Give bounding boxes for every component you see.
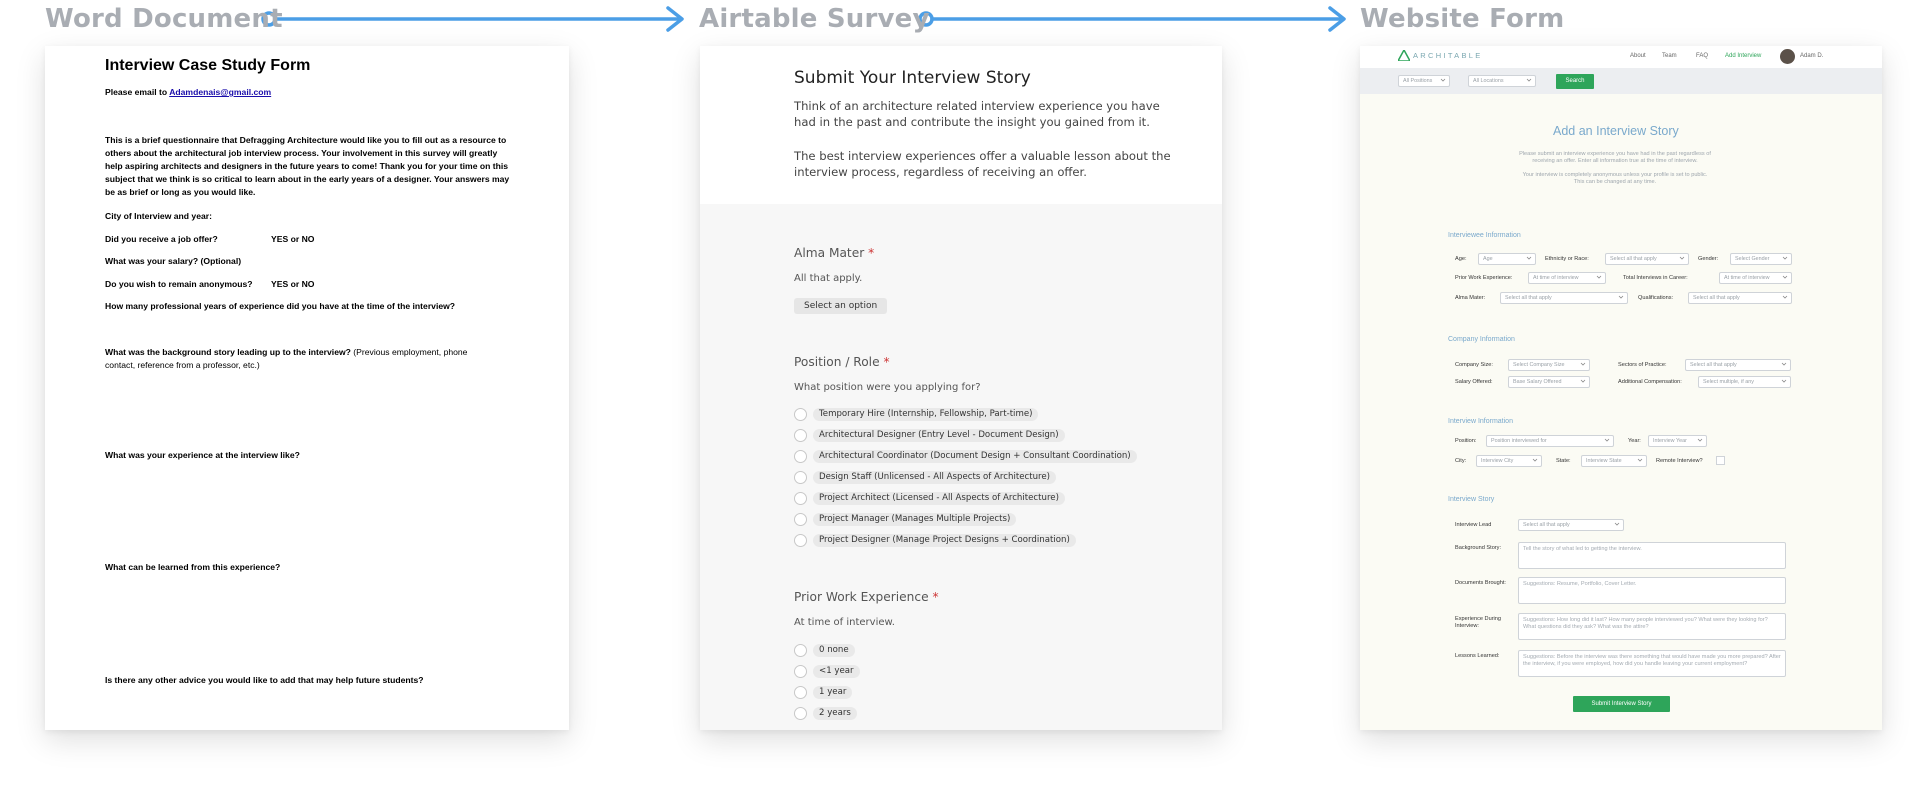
flow-arrows: [0, 0, 1926, 40]
chevron-down-icon: [1596, 274, 1602, 280]
flow-step-website: Website Form: [1360, 4, 1565, 34]
nav-faq[interactable]: FAQ: [1696, 53, 1709, 59]
page-title: Add an Interview Story: [1553, 124, 1679, 138]
ethnicity-label: Ethnicity or Race:: [1545, 256, 1589, 262]
word-q-background-note: (Previous employment, phone: [353, 347, 468, 357]
compensation-select[interactable]: [1698, 376, 1791, 388]
year-select[interactable]: [1648, 435, 1707, 447]
prior-work-option-label: 0 none: [813, 644, 855, 657]
chevron-down-icon: [1614, 521, 1620, 527]
survey-intro-line-3: The best interview experiences offer a valuable lesson about the: [794, 149, 1171, 163]
submit-note: [1460, 151, 1770, 165]
alma-mater-label-text: Alma Mater: [794, 246, 865, 260]
chevron-down-icon: [1532, 457, 1538, 463]
architable-logo-icon: [1398, 50, 1410, 61]
age-placeholder: Age: [1483, 256, 1493, 262]
position-label: [794, 355, 890, 369]
alma-mater-label: Alma Mater:: [1455, 295, 1486, 301]
gender-label: Gender:: [1698, 256, 1719, 262]
nav-add-interview[interactable]: Add Interview: [1725, 53, 1762, 59]
word-title: Interview Case Study Form: [105, 57, 311, 74]
word-q-years: How many professional years of experience did you have at the time of the interview?: [105, 301, 456, 311]
alma-mater-label: [794, 246, 874, 260]
company-size-placeholder: Select Company Size: [1513, 362, 1565, 368]
word-email-prefix: Please email to: [105, 87, 168, 97]
interview-lead-label: Interview Lead: [1455, 522, 1492, 528]
word-q-offer: Did you receive a job offer?: [105, 234, 218, 244]
position-label: Position:: [1455, 438, 1477, 444]
word-q-background: [105, 346, 467, 359]
submit-note-line-2: receiving an offer. Enter all information true at the time of interview.: [1532, 158, 1698, 164]
nav-team[interactable]: Team: [1662, 53, 1677, 59]
sectors-placeholder: Select all that apply: [1690, 362, 1737, 368]
word-email-line: [105, 86, 271, 99]
chevron-down-icon: [1580, 361, 1586, 367]
radio-button[interactable]: [794, 686, 807, 699]
alma-mater-placeholder: Select all that apply: [1505, 295, 1552, 301]
submit-note-line-1: Please submit an interview experience you have had in the past regardless of: [1519, 151, 1711, 157]
word-document-panel: [45, 46, 569, 730]
word-q-salary: What was your salary? (Optional): [105, 256, 242, 266]
prior-work-label: [794, 590, 939, 604]
radio-button[interactable]: [794, 707, 807, 720]
survey-intro-line-4: interview process, regardless of receiving an offer.: [794, 165, 1087, 179]
word-q-offer-options: YES or NO: [271, 234, 315, 244]
required-mark: *: [868, 246, 875, 260]
position-label-text: Position / Role: [794, 355, 880, 369]
prior-work-option-label: 1 year: [813, 686, 852, 699]
required-mark: *: [932, 590, 939, 604]
website-form-panel: [1360, 46, 1882, 730]
survey-intro-line-2: had in the past and contribute the insight you gained from it.: [794, 115, 1150, 129]
remote-checkbox[interactable]: [1716, 456, 1725, 465]
radio-button[interactable]: [794, 513, 807, 526]
compensation-placeholder: Select multiple, if any: [1703, 379, 1754, 385]
chevron-down-icon: [1697, 437, 1703, 443]
alma-mater-help: All that apply.: [794, 273, 863, 284]
experience-input[interactable]: Suggestions: How long did it last? How many people interviewed you? What were they looking for? What questions did they ask? What was the attire?: [1518, 613, 1786, 640]
background-story-input[interactable]: Tell the story of what led to getting the interview.: [1518, 542, 1786, 569]
word-q-advice: Is there any other advice you would like to add that may help future students?: [105, 675, 424, 685]
survey-intro-line-1: Think of an architecture related interview experience you have: [794, 99, 1160, 113]
documents-label: Documents Brought:: [1455, 580, 1506, 586]
remote-label: Remote Interview?: [1656, 458, 1703, 464]
radio-button[interactable]: [794, 492, 807, 505]
ethnicity-placeholder: Select all that apply: [1610, 256, 1657, 262]
city-placeholder: Interview City: [1481, 458, 1514, 464]
position-help: What position were you applying for?: [794, 382, 981, 393]
search-button[interactable]: Search: [1556, 74, 1594, 89]
salary-label: Salary Offered:: [1455, 379, 1493, 385]
architable-logo[interactable]: ARCHITABLE: [1413, 51, 1483, 60]
sectors-label: Sectors of Practice:: [1618, 362, 1667, 368]
lessons-input[interactable]: Suggestions: Before the interview was there something that would have made you more prepared? After the interview, if you were employed, how did you handle leaving your current employment?: [1518, 650, 1786, 677]
prior-work-option-label: 2 years: [813, 707, 857, 720]
qualifications-select[interactable]: [1688, 292, 1792, 304]
chevron-down-icon: [1580, 378, 1586, 384]
city-label: City:: [1455, 458, 1467, 464]
prior-experience-select[interactable]: [1528, 272, 1606, 284]
word-q-background-note-line2: [105, 359, 260, 372]
position-option-label: Design Staff (Unlicensed - All Aspects of Architecture): [813, 471, 1056, 484]
lessons-label: Lessons Learned:: [1455, 653, 1500, 659]
position-option-label: Temporary Hire (Internship, Fellowship, Part-time): [813, 408, 1038, 421]
state-select[interactable]: [1581, 455, 1647, 467]
chevron-down-icon: [1679, 255, 1685, 261]
submit-interview-button[interactable]: Submit Interview Story: [1573, 696, 1670, 712]
interview-lead-select[interactable]: [1518, 519, 1624, 531]
city-select[interactable]: [1476, 455, 1542, 467]
locations-filter[interactable]: [1468, 75, 1536, 87]
sectors-select[interactable]: [1685, 359, 1791, 371]
nav-about[interactable]: About: [1630, 53, 1646, 59]
compensation-label: Additional Compensation:: [1618, 379, 1682, 385]
year-placeholder: Interview Year: [1653, 438, 1687, 444]
survey-title: Submit Your Interview Story: [794, 68, 1031, 88]
prior-work-option-label: <1 year: [813, 665, 860, 678]
chevron-down-icon: [1782, 255, 1788, 261]
chevron-down-icon: [1637, 457, 1643, 463]
user-name[interactable]: Adam D.: [1800, 53, 1824, 59]
radio-button[interactable]: [794, 450, 807, 463]
chevron-down-icon: [1781, 378, 1787, 384]
qualifications-label: Qualifications:: [1638, 295, 1674, 301]
chevron-down-icon: [1618, 294, 1624, 300]
salary-placeholder: Base Salary Offered: [1513, 379, 1562, 385]
company-size-label: Company Size:: [1455, 362, 1493, 368]
anonymity-note: [1460, 172, 1770, 186]
position-placeholder: Position interviewed for: [1491, 438, 1547, 444]
documents-input[interactable]: Suggestions: Resume, Portfolio, Cover Letter.: [1518, 577, 1786, 604]
word-q-city: City of Interview and year:: [105, 211, 212, 221]
radio-button[interactable]: [794, 408, 807, 421]
total-interviews-label: Total Interviews in Career:: [1623, 275, 1688, 281]
radio-button[interactable]: [794, 534, 807, 547]
ethnicity-select[interactable]: [1605, 253, 1689, 265]
radio-button[interactable]: [794, 665, 807, 678]
section-interview: Interview Information: [1448, 418, 1513, 425]
word-q-background-text: What was the background story leading up to the interview?: [105, 347, 351, 357]
position-option-label: Architectural Coordinator (Document Design + Consultant Coordination): [813, 450, 1137, 463]
anonymity-note-line-2: This can be changed at any time.: [1573, 179, 1657, 185]
chevron-down-icon: [1526, 77, 1532, 83]
word-q-experience: What was your experience at the interview like?: [105, 450, 300, 460]
total-interviews-select[interactable]: [1719, 272, 1792, 284]
qualifications-placeholder: Select all that apply: [1693, 295, 1740, 301]
position-option-label: Architectural Designer (Entry Level - Document Design): [813, 429, 1065, 442]
position-option-label: Project Architect (Licensed - All Aspects of Architecture): [813, 492, 1065, 505]
chevron-down-icon: [1782, 274, 1788, 280]
chevron-down-icon: [1526, 255, 1532, 261]
prior-work-help: At time of interview.: [794, 617, 895, 628]
section-story: Interview Story: [1448, 496, 1495, 503]
chevron-down-icon: [1782, 294, 1788, 300]
age-label: Age:: [1455, 256, 1467, 262]
anonymity-note-line-1: Your interview is completely anonymous unless your profile is set to public.: [1522, 172, 1708, 178]
position-option-label: Project Manager (Manages Multiple Projects): [813, 513, 1016, 526]
required-mark: *: [883, 355, 890, 369]
radio-button[interactable]: [794, 471, 807, 484]
year-label: Year:: [1628, 438, 1641, 444]
gender-placeholder: Select Gender: [1735, 256, 1770, 262]
state-label: State:: [1556, 458, 1571, 464]
position-option-label: Project Designer (Manage Project Designs + Coordination): [813, 534, 1076, 547]
positions-filter-value: All Positions: [1403, 78, 1433, 84]
position-select[interactable]: [1486, 435, 1614, 447]
prior-work-label-text: Prior Work Experience: [794, 590, 929, 604]
age-select[interactable]: [1478, 253, 1536, 265]
positions-filter[interactable]: [1398, 75, 1450, 87]
word-q-background-note2: contact, reference from a professor, etc.): [105, 360, 260, 370]
word-intro: This is a brief questionnaire that Defragging Architecture would like you to fill out as a resource to others about the architectural job interview process. Your involvement in this survey will greatly help aspiring architects and designers in the future years to come! Thank you for your time on this subject that we think is so critical to learn about in the early years of a designer. Your answers may be as brief or long as you would like.: [105, 135, 510, 197]
prior-experience-placeholder: At time of interview: [1533, 275, 1579, 281]
flow-step-airtable: Airtable Survey: [699, 4, 930, 34]
alma-mater-select[interactable]: [1500, 292, 1628, 304]
airtable-survey-panel: [700, 46, 1222, 730]
experience-label: Experience During Interview:: [1455, 616, 1502, 629]
word-q-anonymous: Do you wish to remain anonymous?: [105, 279, 253, 289]
alma-mater-select-button[interactable]: Select an option: [794, 298, 887, 314]
interview-lead-placeholder: Select all that apply: [1523, 522, 1570, 528]
total-interviews-placeholder: At time of interview: [1724, 275, 1770, 281]
state-placeholder: Interview State: [1586, 458, 1622, 464]
section-interviewee: Interviewee Information: [1448, 232, 1521, 239]
chevron-down-icon: [1781, 361, 1787, 367]
flow-step-word: Word Document: [45, 4, 283, 34]
word-email-link[interactable]: Adamdenais@gmail.com: [169, 87, 272, 97]
locations-filter-value: All Locations: [1473, 78, 1504, 84]
word-q-learned: What can be learned from this experience?: [105, 562, 281, 572]
salary-select[interactable]: [1508, 376, 1590, 388]
gender-select[interactable]: [1730, 253, 1792, 265]
section-company: Company Information: [1448, 336, 1515, 343]
company-size-select[interactable]: [1508, 359, 1590, 371]
chevron-down-icon: [1604, 437, 1610, 443]
word-q-anonymous-options: YES or NO: [271, 279, 315, 289]
avatar[interactable]: [1780, 49, 1795, 64]
radio-button[interactable]: [794, 644, 807, 657]
prior-experience-label: Prior Work Experience:: [1455, 275, 1513, 281]
background-story-label: Background Story:: [1455, 545, 1502, 551]
radio-button[interactable]: [794, 429, 807, 442]
chevron-down-icon: [1440, 77, 1446, 83]
